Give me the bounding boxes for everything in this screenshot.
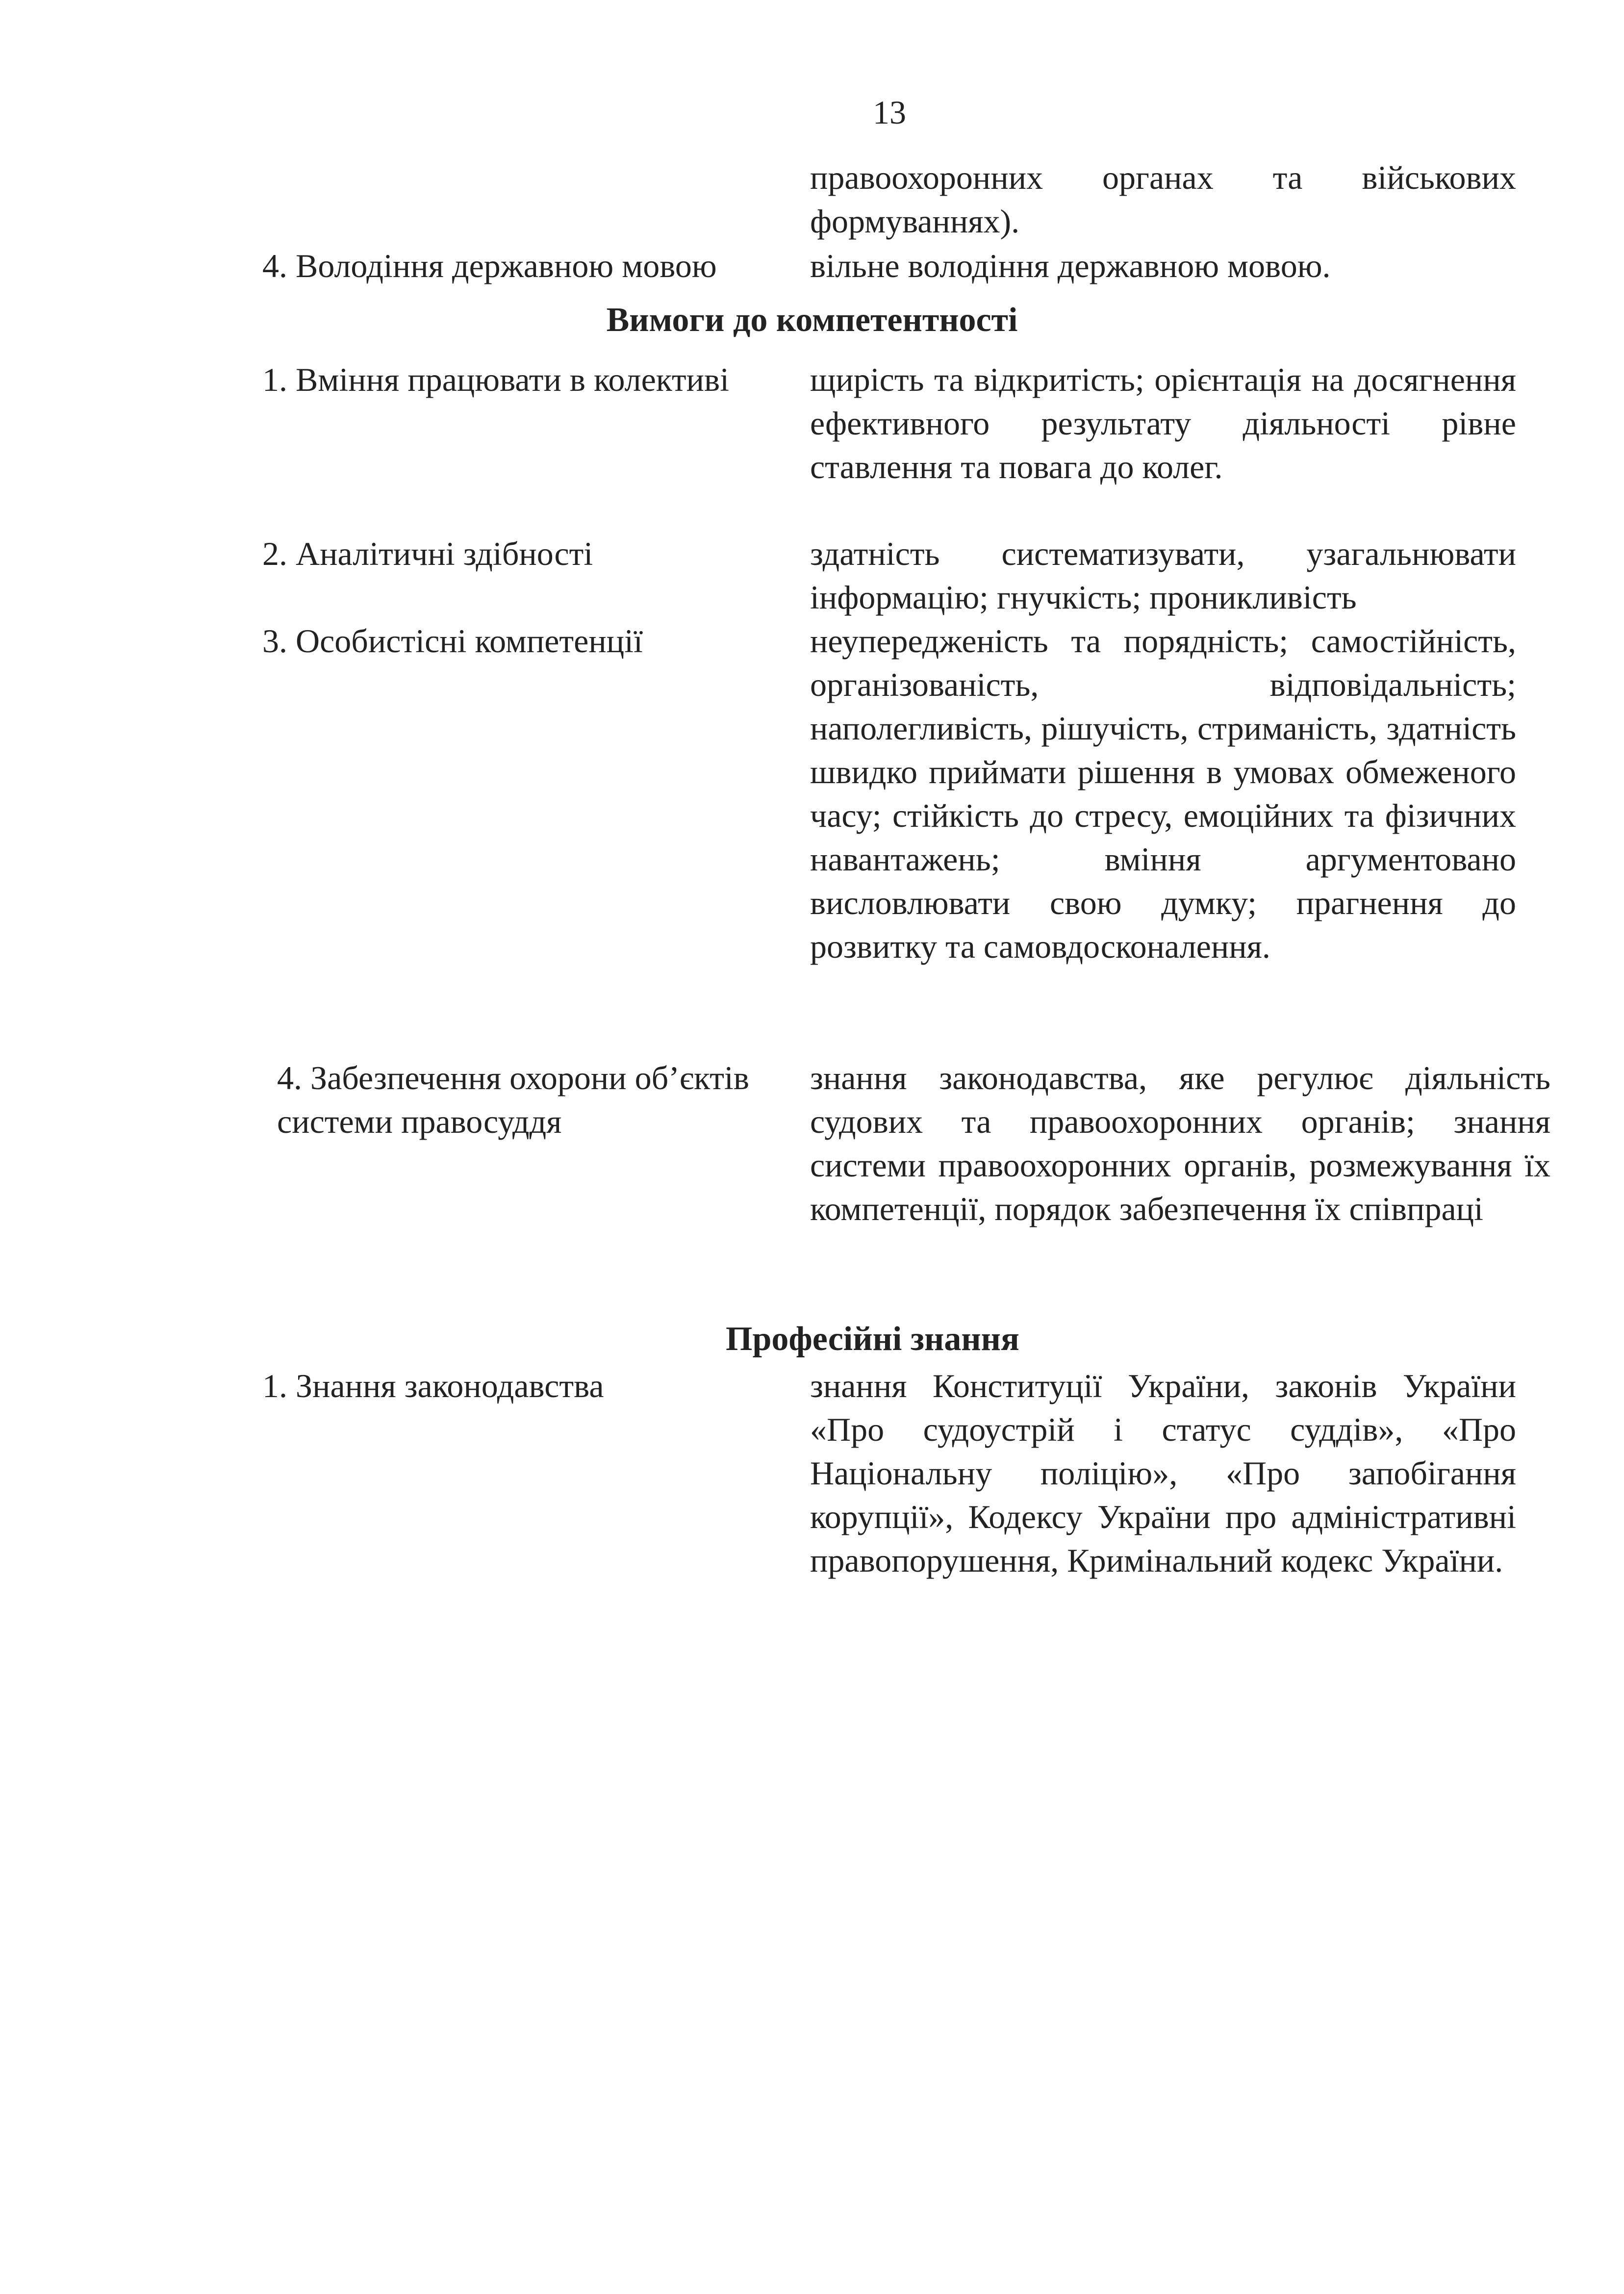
row-value: щирість та відкритість; орієнтація на досягнення ефективного результату діяльності рівне ставлення та повага до колег. — [810, 361, 1516, 485]
section-title: Вимоги до компетентності — [606, 301, 1018, 339]
row-label: 4. Володіння державною мовою — [262, 247, 717, 284]
page-number: 13 — [873, 94, 906, 131]
row-value: неупередженість та порядність; самостійність, організованість, відповідальність; наполегливість, рішучість, стриманість, здатність швидко приймати рішення в умовах обмеженого часу; стійкість до стресу, емоційних та фізичних навантажень; вміння аргументовано висловлювати свою думку; прагнення до розвитку та самовдосконалення. — [810, 622, 1516, 965]
row-label: 1. Вміння працювати в колективі — [262, 361, 729, 398]
row-label: 4. Забезпечення охорони об’єктів системи правосуддя — [277, 1059, 749, 1140]
row-label: 3. Особистісні компетенції — [262, 622, 643, 660]
section-title: Професійні знання — [726, 1320, 1019, 1358]
row-value: вільне володіння державною мовою. — [810, 247, 1331, 284]
row-value: правоохоронних органах та військових формуваннях). — [810, 159, 1516, 240]
row-label: 1. Знання законодавства — [262, 1367, 604, 1404]
row-value: здатність систематизувати, узагальнювати інформацію; гнучкість; проникливість — [810, 535, 1516, 616]
row-label: 2. Аналітичні здібності — [262, 535, 593, 572]
row-value: знання Конституції України, законів України «Про судоустрій і статус суддів», «Про Національну поліцію», «Про запобігання корупції», Кодексу України про адміністративні правопорушення, Кримінальний кодекс України. — [810, 1367, 1516, 1579]
row-value: знання законодавства, яке регулює діяльність судових та правоохоронних органів; знання системи правоохоронних органів, розмежування їх компетенції, порядок забезпечення їх співпраці — [810, 1059, 1550, 1227]
